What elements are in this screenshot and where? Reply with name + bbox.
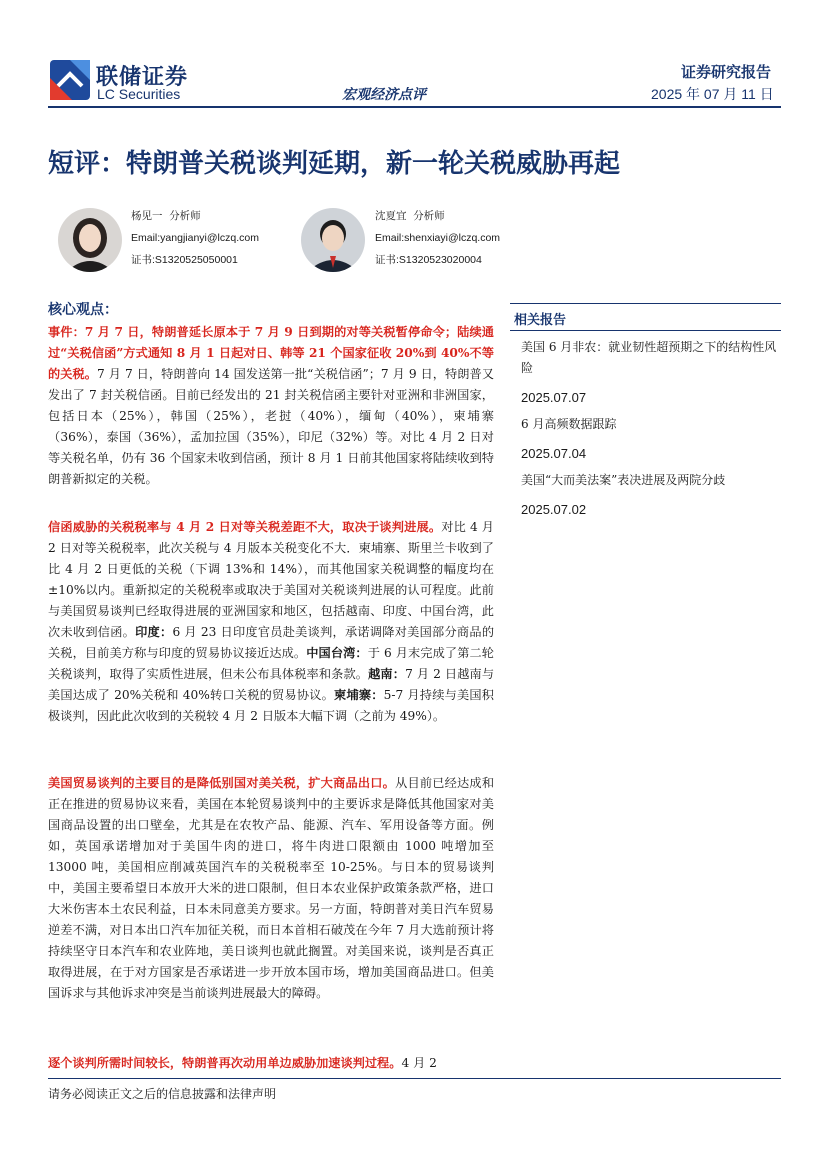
cambodia-label: 柬埔寨： (334, 688, 384, 702)
report-category: 宏观经济点评 (342, 87, 426, 103)
report-type: 证券研究报告 (681, 63, 772, 81)
related-report-2-date: 2025.07.04 (521, 446, 587, 461)
india-label: 印度： (135, 625, 173, 639)
analyst-license-1: 证书:S1320525050001 (131, 254, 238, 266)
person-photo-icon (301, 208, 365, 272)
logo-text-cn: 联储证券 (96, 65, 189, 90)
core-paragraph-3 (48, 773, 494, 1004)
analyst-email-2[interactable]: Email:shenxiayi@lczq.com (375, 232, 501, 244)
header-rule (48, 106, 781, 108)
analyst-license-2: 证书:S1320523020004 (375, 254, 482, 266)
report-date: 2025 年 07 月 11 日 (651, 86, 774, 102)
related-report-1[interactable]: 美国 6 月非农：就业韧性超预期之下的结构性风险 (521, 340, 777, 375)
page-title: 短评：特朗普关税谈判延期，新一轮关税威胁再起 (48, 149, 621, 179)
trade-goal-body: 从目前已经达成和正在推进的贸易协议来看，美国在本轮贸易谈判中的主要诉求是降低其他国家对美国商品设置的出口壁垒，尤其是在农牧产品、能源、汽车、军用设备等方面。例如，英国承诺增加对于美国牛肉的进口，将牛肉进口限额由 1000 吨增加至 13000 吨，美国相应削减英国汽车的关税税率至 10-25%。与日本的贸易谈判中，美国主要希望日本放开大米的进口限制，但日本农业保护政策条款严格，进口大米伤害本土农民利益，日本未同意美方要求。另一方面，特朗普对美日汽车贸易逆差不满，对日本出口汽车加征关税，而日本首相石破茂在今年 7 月大选前预计将持续坚守日本汽车和农业阵地，美日谈判也就此搁置。对美国来说，谈判是否真正取得进展，在于对方国家是否承诺进一步开放本国市场，增加美国商品进口。但美国诉求与其他诉求冲突是当前谈判进展最大的障碍。 (48, 776, 495, 1000)
negotiation-lead: 逐个谈判所需时间较长，特朗普再次动用单边威胁加速谈判过程。 (48, 1056, 402, 1070)
related-report-3-date: 2025.07.02 (521, 502, 587, 517)
analyst-role-2: 分析师 (413, 210, 445, 222)
vietnam-label: 越南： (368, 667, 406, 681)
vietnam-text: 7 月 2 日越南与美国达成了 20%关税和 40%转口关税的贸易协议。 (48, 667, 495, 702)
trade-goal-lead: 美国贸易谈判的主要目的是降低别国对美关税，扩大商品出口。 (48, 776, 396, 790)
negotiation-body: 4 月 2 (401, 1056, 437, 1070)
logo-text-en: LC Securities (97, 86, 181, 102)
related-top-rule (510, 303, 781, 304)
footer-rule (48, 1078, 781, 1079)
india-text: 6 月 23 日印度官员赴美谈判，承诺调降对美国部分商品的关税，目前美方称与印度的贸易协议接近达成。 (48, 625, 495, 660)
related-heading: 相关报告 (514, 313, 567, 328)
cambodia-text: 5-7 月持续与美国积极谈判，因此此次收到的关税较 4 月 2 日版本大幅下调（之前为 49%）。 (48, 688, 494, 723)
company-logo (50, 60, 90, 100)
related-heading-rule (510, 330, 781, 331)
related-report-3[interactable]: 美国“大而美法案”表决进展及两院分歧 (521, 473, 726, 487)
analyst-role-1: 分析师 (169, 210, 201, 222)
person-photo-icon (58, 208, 122, 272)
core-paragraph-1 (48, 322, 494, 490)
related-report-2[interactable]: 6 月高频数据跟踪 (521, 417, 617, 431)
tariff-rate-body: 对比 4 月 2 日对等关税税率，此次关税与 4 月版本关税变化不大．柬埔寨、斯里兰卡收到了比 4 月 2 日更低的关税（下调 13%和 14%），而其他国家关税调整的幅度均在±10%以内。重新拟定的关税税率或取决于美国对关税谈判进展的认可程度。此前与美国贸易谈判已经取得进展的亚洲国家和地区，包括越南、印度、中国台湾，此次未收到信函。 (48, 520, 494, 639)
taiwan-label: 中国台湾： (306, 646, 368, 660)
tariff-rate-lead: 信函威胁的关税税率与 4 月 2 日对等关税差距不大，取决于谈判进展。 (48, 520, 442, 534)
core-heading: 核心观点： (48, 302, 118, 318)
analyst-name-1: 杨见一 (131, 210, 163, 222)
analyst-name-2: 沈夏宜 (375, 210, 407, 222)
event-lead: 事件：7 月 7 日，特朗普延长原本于 7 月 9 日到期的对等关税暂停命令；陆续通过“关税信函”方式通知 8 月 1 日起对日、韩等 21 个国家征收 20%到 40%不等的关税。 (48, 325, 494, 381)
analyst-email-1[interactable]: Email:yangjianyi@lczq.com (131, 232, 259, 244)
related-report-1-date: 2025.07.07 (521, 390, 587, 405)
core-paragraph-4 (48, 1053, 494, 1074)
analyst-avatar-2 (301, 208, 365, 272)
analyst-avatar-1 (58, 208, 122, 272)
core-paragraph-2 (48, 517, 494, 727)
disclaimer-footer: 请务必阅读正文之后的信息披露和法律声明 (48, 1087, 277, 1101)
logo-mark-icon (50, 60, 90, 100)
taiwan-text: 于 6 月末完成了第二轮关税谈判，取得了实质性进展，但未公布具体税率和条款。 (48, 646, 494, 681)
event-body: 7 月 7 日，特朗普向 14 国发送第一批“关税信函”；7 月 9 日，特朗普又发出了 7 封关税信函。目前已经发出的 21 封关税信函主要针对亚洲和非洲国家，包括日本（25%），韩国（25%），老挝（40%），缅甸（40%），柬埔寨（36%），泰国（36%），孟加拉国（35%），印尼（32%）等。对比 4 月 2 日对等关税名单，仍有 36 个国家未收到信函，预计 8 月 1 日前其他国家将陆续收到特朗普新拟定的关税。 (48, 367, 495, 486)
